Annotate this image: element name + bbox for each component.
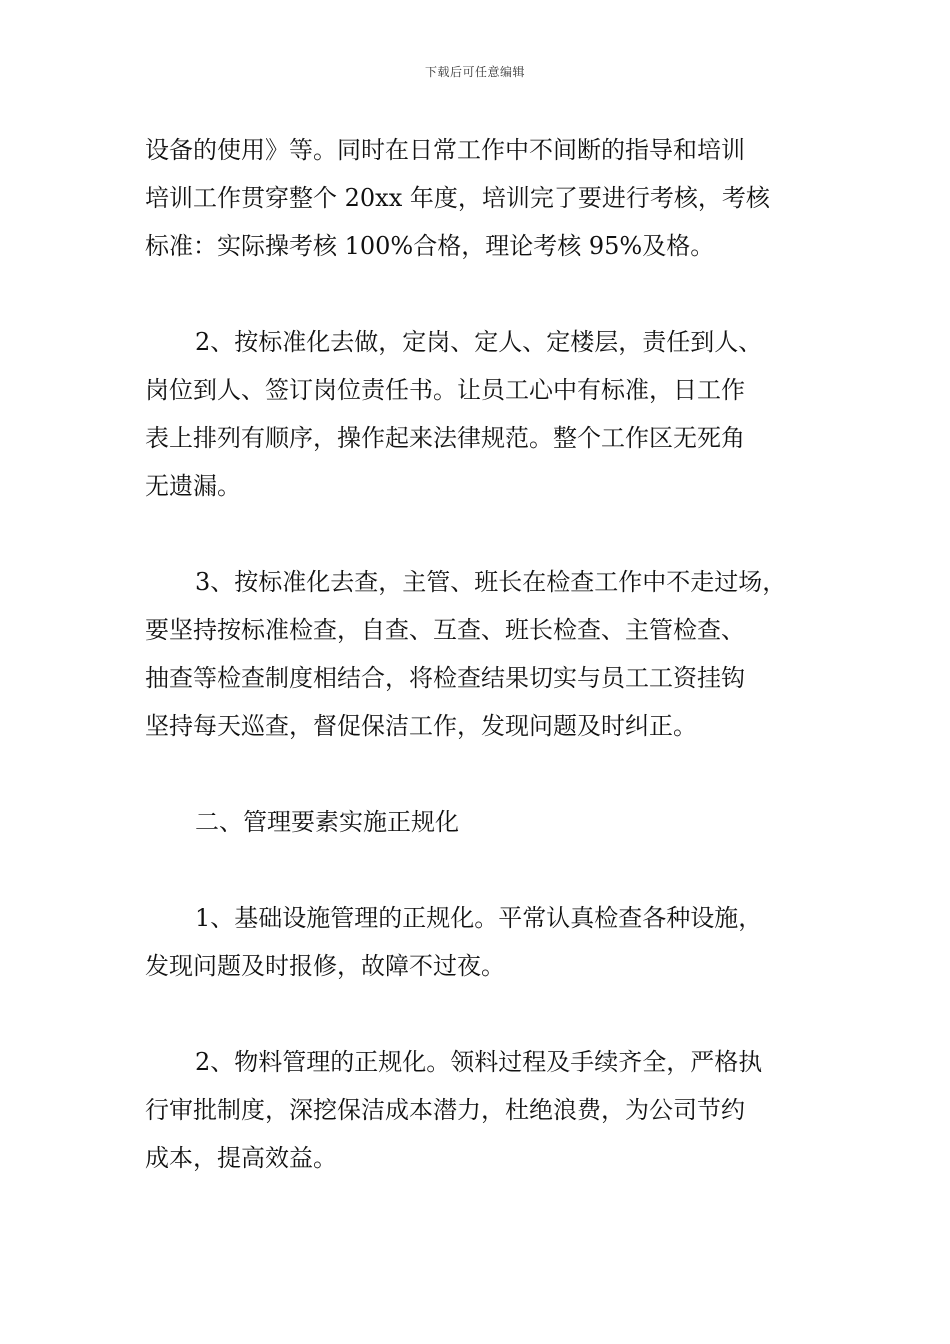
text-line: 无遗漏。	[145, 472, 241, 500]
text-line: 岗位到人、签订岗位责任书。让员工心中有标准，日工作	[145, 376, 745, 404]
text-line: 发现问题及时报修，故障不过夜。	[145, 952, 505, 980]
paragraph-standardized-inspection	[145, 558, 835, 750]
text-line: 表上排列有顺序，操作起来法律规范。整个工作区无死角	[145, 424, 745, 452]
paragraph-training-standards	[145, 126, 835, 270]
paragraph-standardized-work	[145, 318, 835, 510]
section-heading	[145, 798, 835, 846]
text-line: 1、基础设施管理的正规化。平常认真检查各种设施，	[195, 904, 763, 932]
text-line: 设备的使用》等。同时在日常工作中不间断的指导和培训	[145, 136, 745, 164]
paragraph-gap	[145, 990, 835, 1038]
page-header: 下载后可任意编辑	[424, 65, 525, 79]
text-line: 成本，提高效益。	[145, 1144, 337, 1172]
paragraph-gap	[145, 750, 835, 798]
document-body	[145, 126, 835, 1182]
paragraph-gap	[145, 846, 835, 894]
paragraph-gap	[145, 510, 835, 558]
text-line: 标准：实际操考核 100%合格，理论考核 95%及格。	[145, 232, 715, 260]
text-line: 坚持每天巡查，督促保洁工作，发现问题及时纠正。	[145, 712, 697, 740]
paragraph-gap	[145, 270, 835, 318]
text-line: 行审批制度，深挖保洁成本潜力，杜绝浪费，为公司节约	[145, 1096, 745, 1124]
paragraph-materials	[145, 1038, 835, 1182]
section-title: 二、管理要素实施正规化	[195, 808, 459, 836]
paragraph-infrastructure	[145, 894, 835, 990]
text-line: 3、按标准化去查，主管、班长在检查工作中不走过场，	[195, 568, 787, 596]
text-line: 2、物料管理的正规化。领料过程及手续齐全，严格执	[195, 1048, 763, 1076]
text-line: 要坚持按标准检查，自查、互查、班长检查、主管检查、	[145, 616, 745, 644]
text-line: 2、按标准化去做，定岗、定人、定楼层，责任到人、	[195, 328, 763, 356]
text-line: 抽查等检查制度相结合，将检查结果切实与员工工资挂钩	[145, 664, 745, 692]
text-line: 培训工作贯穿整个 20xx 年度，培训完了要进行考核，考核	[145, 184, 770, 212]
